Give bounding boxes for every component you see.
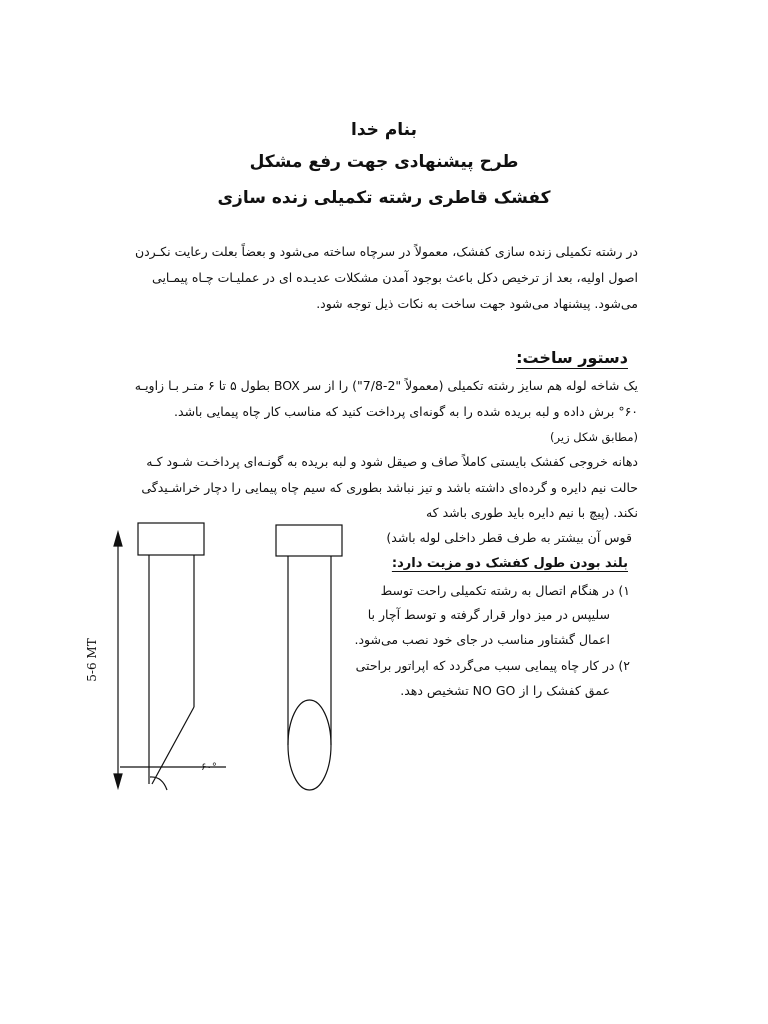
instructions-line-7: قوس آن بیشتر به طرف قطر داخلی لوله باشد) xyxy=(386,530,632,545)
instructions-line-3: (مطابق شکل زیر) xyxy=(550,430,638,444)
advantage-1-line-1: ۱) در هنگام اتصال به رشته تکمیلی راحت توسط xyxy=(380,583,630,598)
advantages-heading: بلند بودن طول کفشک دو مزیت دارد: xyxy=(391,556,628,571)
intro-line-1: در رشته تکمیلی زنده سازی کفشک، معمولاً در سرچاه ساخته می‌شود و بعضاً بعلت رعایت نکـردن xyxy=(134,244,638,259)
instructions-line-6: نکند. (پیچ با نیم دایره باید طوری باشد که xyxy=(425,505,638,520)
title-bismillah: بنام خدا xyxy=(351,120,417,140)
instructions-line-1: یک شاخه لوله هم سایز رشته تکمیلی (معمولاً "2-7/8") را از سر BOX بطول ۵ تا ۶ متـر بـا زاویـه xyxy=(134,378,638,393)
title-subject: کفشک قاطری رشته تکمیلی زنده سازی xyxy=(217,188,551,208)
advantage-2-line-2: عمق کفشک را از NO GO تشخیص دهد. xyxy=(400,683,610,698)
length-label: 5-6 MT xyxy=(85,638,99,682)
advantage-1-line-3: اعمال گشتاور مناسب در جای خود نصب می‌شود. xyxy=(354,632,610,647)
title-proposal: طرح پیشنهادی جهت رفع مشکل xyxy=(249,152,519,172)
intro-line-2: اصول اولیه، بعد از ترخیص دکل باعث بوجود آمدن مشکلات عدیـده ای در عملیـات چـاه پیمـایی xyxy=(152,270,638,285)
instructions-line-4: دهانه خروجی کفشک بایستی کاملاً صاف و صیقل شود و لبه بریده به گونـه‌ای پرداخـت شـود کـه xyxy=(146,454,638,469)
instructions-line-5: حالت نیم دایره و گرده‌ای داشته باشد و تیز نباشد بطوری که سیم چاه پیمایی را دچار خراشـیدگی xyxy=(141,480,638,495)
intro-line-3: می‌شود. پیشنهاد می‌شود جهت ساخت به نکات ذیل توجه شود. xyxy=(316,296,638,311)
advantage-1-line-2: سلیپس در میز دوار قرار گرفته و توسط آچار با xyxy=(367,607,610,622)
pipe-front-view xyxy=(276,525,342,790)
instructions-heading: دستور ساخت: xyxy=(516,348,628,367)
instructions-line-2: °۶۰ برش داده و لبه بریده شده را به گونه‌ای پرداخت کنید که مناسب کار چاه پیمایی باشد. xyxy=(174,404,638,419)
length-dimension-arrow xyxy=(114,532,122,788)
advantage-2-line-1: ۲) در کار چاه پیمایی سبب می‌گردد که اپراتور براحتی xyxy=(355,658,630,673)
angle-label: ۶۰° xyxy=(201,762,217,773)
pipe-side-view xyxy=(120,523,226,790)
